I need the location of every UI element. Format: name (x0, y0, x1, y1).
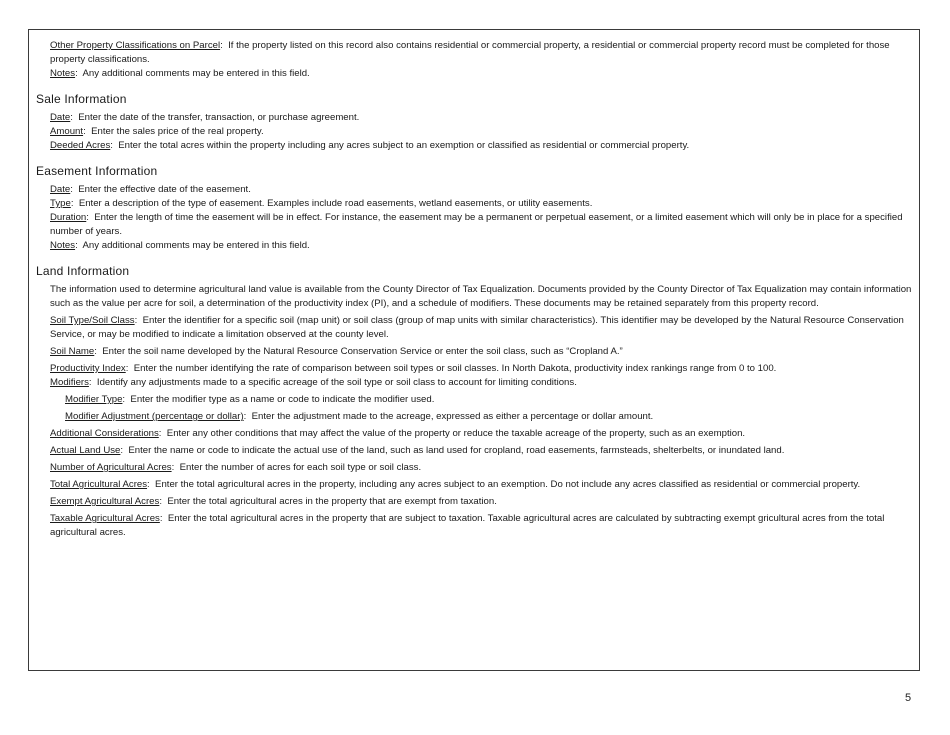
term: Additional Considerations (50, 428, 159, 439)
term: Modifier Adjustment (percentage or dollar) (65, 411, 244, 422)
definition-productivity-index: Productivity Index: Enter the number identifying the rate of comparison between soil types or soil classes. In North Dakota, productivity index rankings range from 0 to 100. (50, 363, 777, 374)
page-number: 5 (905, 692, 912, 704)
definition-soil-name: Soil Name: Enter the soil name developed by the Natural Resource Conservation Service or enter the soil class, such as “Cropland A.” (50, 346, 623, 357)
definition-exempt-acres: Exempt Agricultural Acres: Enter the total agricultural acres in the property that are exempt from taxation. (50, 496, 497, 507)
definition-additional-considerations: Additional Considerations: Enter any other conditions that may affect the value of the property or reduce the taxable acreage of the property, such as an exemption. (50, 428, 746, 439)
description: Enter the identifier for a specific soil (map unit) or soil class (group of map units with similar characteristics). This identifier may be developed by the Natural Resource Conservation Service, or may be modified to indicate a limitation observed at the county level. (50, 315, 904, 340)
description: Enter the soil name developed by the Natural Resource Conservation Service or enter the soil class, such as “Cropland A.” (102, 346, 623, 357)
definition-taxable-acres: Taxable Agricultural Acres: Enter the total agricultural acres in the property that are subject to taxation. Taxable agricultural acres are calculated by subtracting exempt gricultural acres from the total agricultural acres. (50, 513, 885, 538)
description: If the property listed on this record also contains residential or commercial property, a residential or commercial property record must be completed for those property classifications. (50, 40, 890, 65)
description: Enter the modifier type as a name or code to indicate the modifier used. (130, 394, 435, 405)
term: Notes (50, 68, 76, 79)
land-intro-paragraph: The information used to determine agricultural land value is available from the County Director of Tax Equalization. Documents provided by the County Director of Tax Equalization may contain information such as the value per acre for soil, a determination of the productivity index (PI), and a schedule of modifiers. These documents may be retained separately from this property record. (50, 284, 912, 309)
definition-easement-notes: Notes: Any additional comments may be entered in this field. (50, 240, 310, 251)
term: Actual Land Use (50, 445, 121, 456)
easement-section (36, 164, 912, 253)
term: Modifiers (50, 377, 89, 388)
section-heading-sale: Sale Information (36, 92, 127, 106)
definition-total-acres: Total Agricultural Acres: Enter the total agricultural acres in the property, including any acres subject to an exemption. Do not include any acres classified as residential or commercial property. (50, 479, 861, 490)
term: Date (50, 184, 71, 195)
definition-easement-date: Date: Enter the effective date of the easement. (50, 184, 251, 195)
term: Soil Name (50, 346, 95, 357)
description: Enter the adjustment made to the acreage, expressed as either a percentage or dollar amount. (251, 411, 654, 422)
description: Enter the length of time the easement will be in effect. For instance, the easement may be a permanent or perpetual easement, or a limited easement which will only be in place for a specified number of years. (50, 212, 903, 237)
term: Productivity Index (50, 363, 126, 374)
term: Duration (50, 212, 87, 223)
description: Any additional comments may be entered in this field. (82, 240, 310, 251)
description: Enter the date of the transfer, transaction, or purchase agreement. (78, 112, 360, 123)
definition-notes: Notes: Any additional comments may be entered in this field. (50, 68, 310, 79)
section-heading-land: Land Information (36, 264, 130, 278)
term: Total Agricultural Acres (50, 479, 148, 490)
document-body (36, 39, 912, 540)
definition-other-property: Other Property Classifications on Parcel: If the property listed on this record also contains residential or commercial property, a residential or commercial property record must be completed for those property classifications. (50, 40, 890, 65)
definition-number-of-acres: Number of Agricultural Acres: Enter the number of acres for each soil type or soil class. (50, 462, 422, 473)
term: Soil Type/Soil Class (50, 315, 135, 326)
term: Other Property Classifications on Parcel (50, 40, 221, 51)
sale-section (36, 92, 912, 153)
term: Number of Agricultural Acres (50, 462, 172, 473)
description: Enter the total agricultural acres in the property that are exempt from taxation. (167, 496, 497, 507)
definition-deeded-acres: Deeded Acres: Enter the total acres within the property including any acres subject to an exemption or classified as residential or commercial property. (50, 140, 690, 151)
term: Exempt Agricultural Acres (50, 496, 160, 507)
term: Amount (50, 126, 84, 137)
description: Any additional comments may be entered in this field. (82, 68, 310, 79)
description: Enter the number of acres for each soil type or soil class. (179, 462, 422, 473)
definition-modifier-type: Modifier Type: Enter the modifier type as a name or code to indicate the modifier used. (65, 394, 435, 405)
definition-modifiers: Modifiers: Identify any adjustments made to a specific acreage of the soil type or soil class to account for limiting conditions. (50, 377, 577, 388)
definition-sale-amount: Amount: Enter the sales price of the real property. (50, 126, 264, 137)
description: Enter the total agricultural acres in the property, including any acres subject to an exemption. Do not include any acres classified as residential or commercial property. (155, 479, 861, 490)
definition-soil-class: Soil Type/Soil Class: Enter the identifier for a specific soil (map unit) or soil class (group of map units with similar characteristics). This identifier may be developed by the Natural Resource Conservation Service, or may be modified to indicate a limitation observed at the county level. (50, 315, 904, 340)
description: Enter the effective date of the easement. (78, 184, 251, 195)
term: Taxable Agricultural Acres (50, 513, 160, 524)
land-section (36, 264, 912, 540)
description: Enter the number identifying the rate of comparison between soil types or soil classes. In North Dakota, productivity index rankings range from 0 to 100. (133, 363, 777, 374)
description: Enter the total agricultural acres in the property that are subject to taxation. Taxable agricultural acres are calculated by subtracting exempt gricultural acres from the total agricultural acres. (50, 513, 885, 538)
section-heading-easement: Easement Information (36, 164, 158, 178)
intro-section (50, 39, 912, 81)
description: Enter a description of the type of easement. Examples include road easements, wetland easements, or utility easements. (78, 198, 593, 209)
definition-sale-date: Date: Enter the date of the transfer, transaction, or purchase agreement. (50, 112, 360, 123)
description: Enter the sales price of the real property. (91, 126, 264, 137)
term: Type (50, 198, 71, 209)
definition-easement-duration: Duration: Enter the length of time the easement will be in effect. For instance, the easement may be a permanent or perpetual easement, or a limited easement which will only be in place for a specified number of years. (50, 212, 903, 237)
description: Identify any adjustments made to a specific acreage of the soil type or soil class to account for limiting conditions. (96, 377, 577, 388)
definition-actual-land-use: Actual Land Use: Enter the name or code to indicate the actual use of the land, such as land used for cropland, road easements, farmsteads, shelterbelts, or inundated land. (50, 445, 785, 456)
definition-easement-type: Type: Enter a description of the type of easement. Examples include road easements, wetland easements, or utility easements. (50, 198, 593, 209)
term: Modifier Type (65, 394, 123, 405)
term: Notes (50, 240, 76, 251)
description: Enter any other conditions that may affect the value of the property or reduce the taxable acreage of the property, such as an exemption. (166, 428, 746, 439)
term: Date (50, 112, 71, 123)
description: Enter the name or code to indicate the actual use of the land, such as land used for cropland, road easements, farmsteads, shelterbelts, or inundated land. (128, 445, 785, 456)
description: Enter the total acres within the property including any acres subject to an exemption or classified as residential or commercial property. (118, 140, 690, 151)
definition-modifier-adjustment: Modifier Adjustment (percentage or dollar): Enter the adjustment made to the acreage, expressed as either a percentage or dollar amount. (65, 411, 654, 422)
term: Deeded Acres (50, 140, 111, 151)
